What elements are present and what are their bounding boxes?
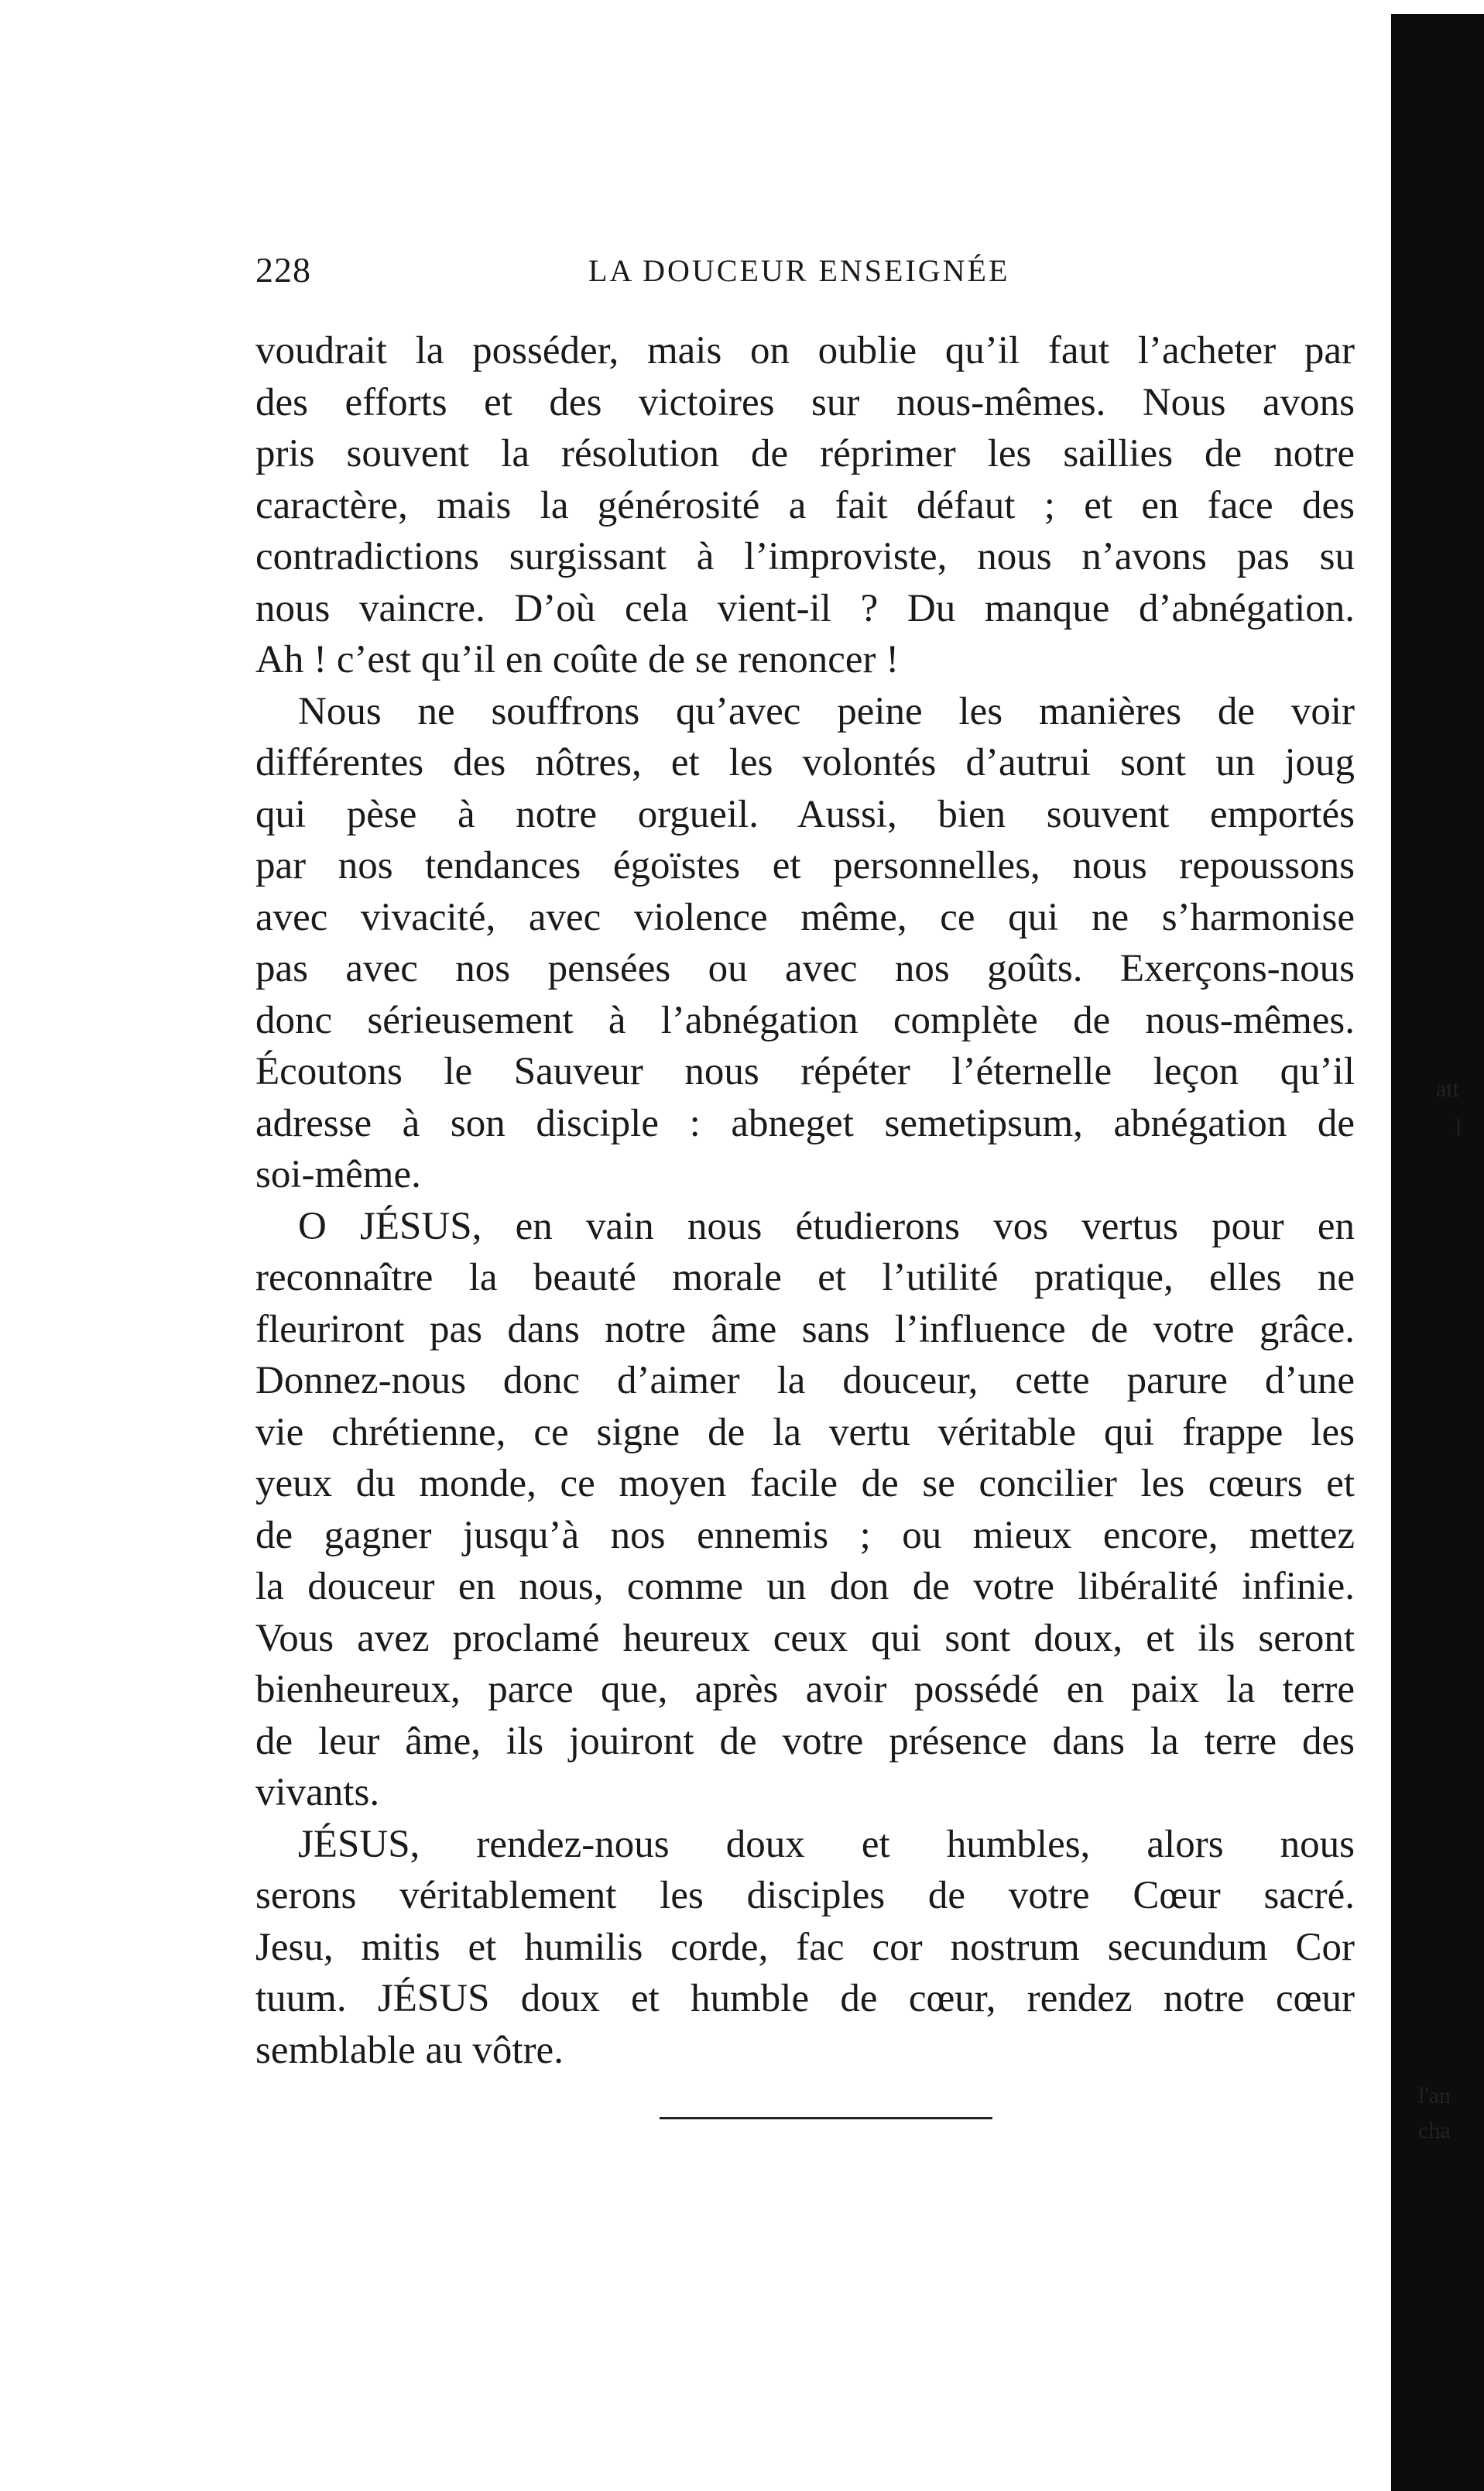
margin-fragment: cha: [1418, 2118, 1451, 2143]
text-line: contradictions surgissant à l’improviste, nous n’avons pas su: [255, 535, 1355, 578]
margin-fragment: l: [1455, 1115, 1462, 1141]
text-line: des efforts et des victoires sur nous-mêmes. Nous avons: [255, 380, 1355, 424]
text-line: voudrait la posséder, mais on oublie qu’il faut l’acheter par: [255, 329, 1355, 372]
text-line: caractère, mais la générosité a fait défaut ; et en face des: [255, 483, 1355, 527]
margin-fragment: l'an: [1418, 2083, 1451, 2108]
text-line: Donnez-nous donc d’aimer la douceur, cette parure d’une: [255, 1359, 1355, 1402]
text-line: la douceur en nous, comme un don de votre libéralité infinie.: [255, 1565, 1355, 1608]
text-line: semblable au vôtre.: [255, 2028, 564, 2072]
text-line: de leur âme, ils jouiront de votre présence dans la terre des: [255, 1719, 1355, 1763]
text-line: yeux du monde, ce moyen facile de se concilier les cœurs et: [255, 1462, 1355, 1505]
page-header: [255, 249, 1370, 296]
text-line: Vous avez proclamé heureux ceux qui sont doux, et ils seront: [255, 1616, 1355, 1660]
running-title: LA DOUCEUR ENSEIGNÉE: [588, 253, 1010, 288]
text-line: JÉSUS, rendez-nous doux et humbles, alors nous: [298, 1822, 1355, 1866]
text-line: Jesu, mitis et humilis corde, fac cor nostrum secundum Cor: [255, 1925, 1355, 1969]
text-line: fleuriront pas dans notre âme sans l’influence de votre grâce.: [255, 1307, 1355, 1351]
margin-fragment: att: [1436, 1076, 1459, 1102]
text-line: Nous ne souffrons qu’avec peine les manières de voir: [298, 689, 1355, 733]
text-line: serons véritablement les disciples de votre Cœur sacré.: [255, 1874, 1355, 1917]
page-gutter: [1387, 14, 1390, 2491]
text-line: pris souvent la résolution de réprimer les saillies de notre: [255, 432, 1355, 475]
text-line: Écoutons le Sauveur nous répéter l’éternelle leçon qu’il: [255, 1050, 1355, 1093]
text-line: qui pèse à notre orgueil. Aussi, bien souvent emportés: [255, 792, 1355, 836]
text-line: différentes des nôtres, et les volontés d’autrui sont un joug: [255, 741, 1355, 784]
text-line: adresse à son disciple : abneget semetipsum, abnégation de: [255, 1101, 1355, 1145]
text-line: O JÉSUS, en vain nous étudierons vos vertus pour en: [298, 1204, 1355, 1248]
text-line: vivants.: [255, 1771, 380, 1814]
body-text: [255, 325, 1355, 2076]
section-rule: [660, 2117, 992, 2119]
text-line: de gagner jusqu’à nos ennemis ; ou mieux encore, mettez: [255, 1513, 1355, 1557]
text-line: vie chrétienne, ce signe de la vertu véritable qui frappe les: [255, 1410, 1355, 1454]
text-line: reconnaître la beauté morale et l’utilité pratique, elles ne: [255, 1256, 1355, 1299]
text-line: bienheureux, parce que, après avoir possédé en paix la terre: [255, 1668, 1355, 1711]
page-number: 228: [255, 250, 311, 290]
text-line: nous vaincre. D’où cela vient-il ? Du manque d’abnégation.: [255, 586, 1355, 630]
text-line: soi-même.: [255, 1153, 421, 1196]
text-line: par nos tendances égoïstes et personnelles, nous repoussons: [255, 844, 1355, 887]
text-line: Ah ! c’est qu’il en coûte de se renoncer !: [255, 638, 900, 681]
text-line: donc sérieusement à l’abnégation complète de nous-mêmes.: [255, 998, 1355, 1042]
text-line: tuum. JÉSUS doux et humble de cœur, rendez notre cœur: [255, 1977, 1355, 2020]
text-line: pas avec nos pensées ou avec nos goûts. Exerçons-nous: [255, 947, 1355, 990]
text-line: avec vivacité, avec violence même, ce qui ne s’harmonise: [255, 895, 1355, 939]
